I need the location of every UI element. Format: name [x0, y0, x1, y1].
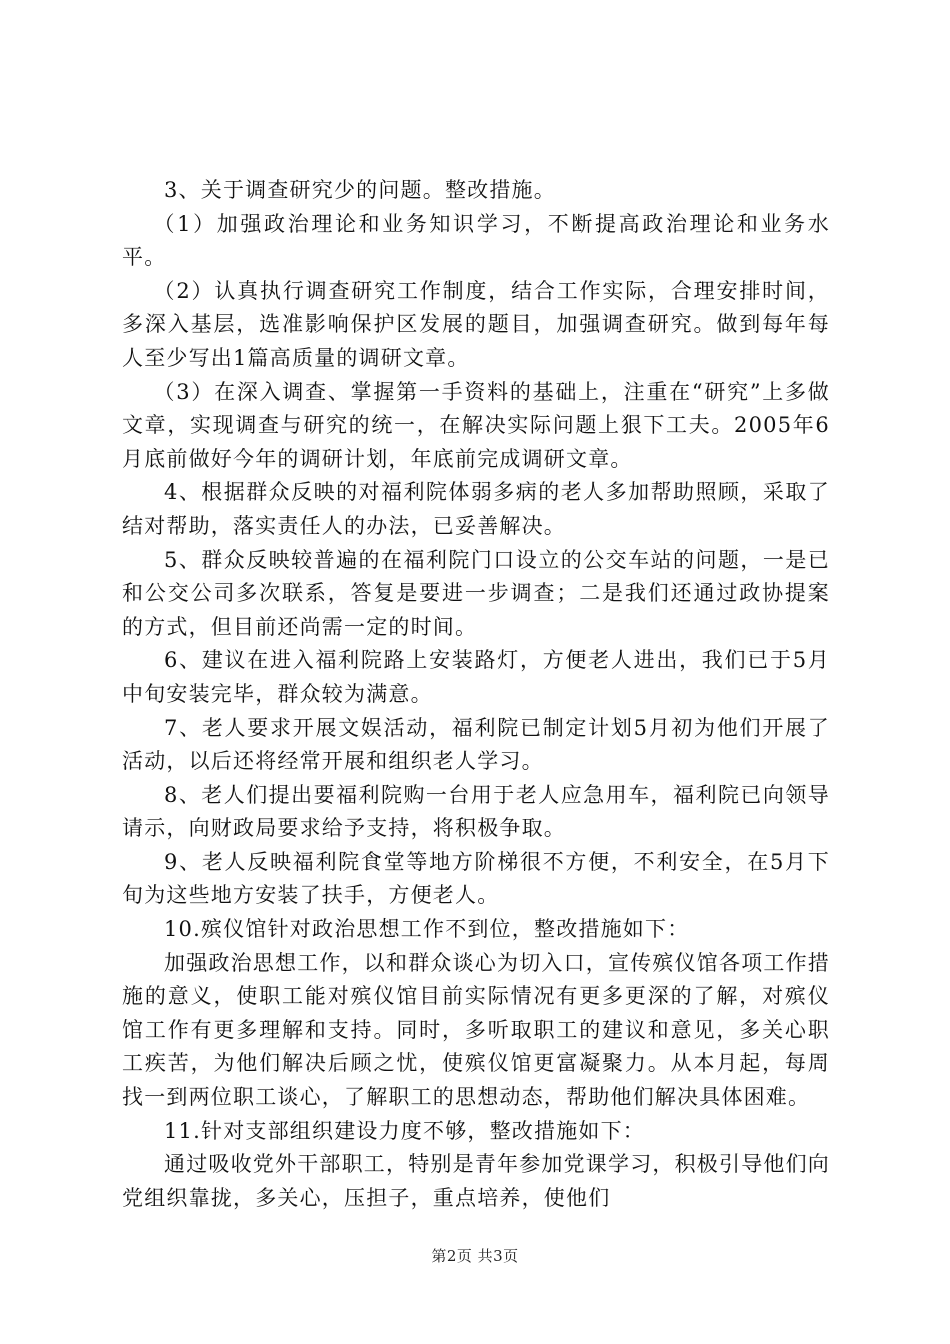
page-footer: 第2页 共3页: [431, 1247, 519, 1265]
paragraph-item-10-heading: 10.殡仪馆针对政治思想工作不到位，整改措施如下：: [164, 917, 690, 942]
paragraph-item-11-body: 通过吸收党外干部职工，特别是青年参加党课学习，积极引导他们向党组织靠拢，多关心，压担子，重点培养，使他们: [122, 1152, 830, 1210]
paragraph-item-5: 5、群众反映较普遍的在福利院门口设立的公交车站的问题，一是已和公交公司多次联系，答复是要进一步调查；二是我们还通过政协提案的方式，但目前还尚需一定的时间。: [122, 547, 830, 639]
paragraph-item-6: 6、建议在进入福利院路上安装路灯，方便老人进出，我们已于5月中旬安装完毕，群众较为满意。: [122, 648, 830, 706]
paragraph-item-4: 4、根据群众反映的对福利院体弱多病的老人多加帮助照顾，采取了结对帮助，落实责任人的办法，已妥善解决。: [122, 480, 830, 538]
paragraph-item-10-body: 加强政治思想工作，以和群众谈心为切入口，宣传殡仪馆各项工作措施的意义，使职工能对殡仪馆目前实际情况有更多更深的了解，对殡仪馆工作有更多理解和支持。同时，多听取职工的建议和意见，多关心职工疾苦，为他们解决后顾之忧，使殡仪馆更富凝聚力。从本月起，每周找一到两位职工谈心，了解职工的思想动态，帮助他们解决具体困难。: [122, 950, 830, 1110]
paragraph-item-8: 8、老人们提出要福利院购一台用于老人应急用车，福利院已向领导请示，向财政局要求给予支持，将积极争取。: [122, 782, 830, 841]
paragraph-item-7: 7、老人要求开展文娱活动，福利院已制定计划5月初为他们开展了活动，以后还将经常开展和组织老人学习。: [122, 715, 830, 774]
paragraph-item-9: 9、老人反映福利院食堂等地方阶梯很不方便，不利安全，在5月下旬为这些地方安装了扶手，方便老人。: [122, 849, 830, 908]
paragraph-sub-1: （1）加强政治理论和业务知识学习，不断提高政治理论和业务水平。: [122, 211, 830, 270]
paragraph-item-11-heading: 11.针对支部组织建设力度不够，整改措施如下：: [164, 1118, 645, 1143]
paragraph-sub-2: （2）认真执行调查研究工作制度，结合工作实际，合理安排时间，多深入基层，选准影响保护区发展的题目，加强调查研究。做到每年每人至少写出1篇高质量的调研文章。: [122, 278, 830, 370]
document-body: [122, 174, 830, 1215]
paragraph-item-3: 3、关于调查研究少的问题。整改措施。: [164, 178, 556, 202]
paragraph-sub-3: （3）在深入调查、掌握第一手资料的基础上，注重在“研究”上多做文章，实现调查与研究的统一，在解决实际问题上狠下工夫。2005年6月底前做好今年的调研计划，年底前完成调研文章。: [122, 379, 830, 471]
